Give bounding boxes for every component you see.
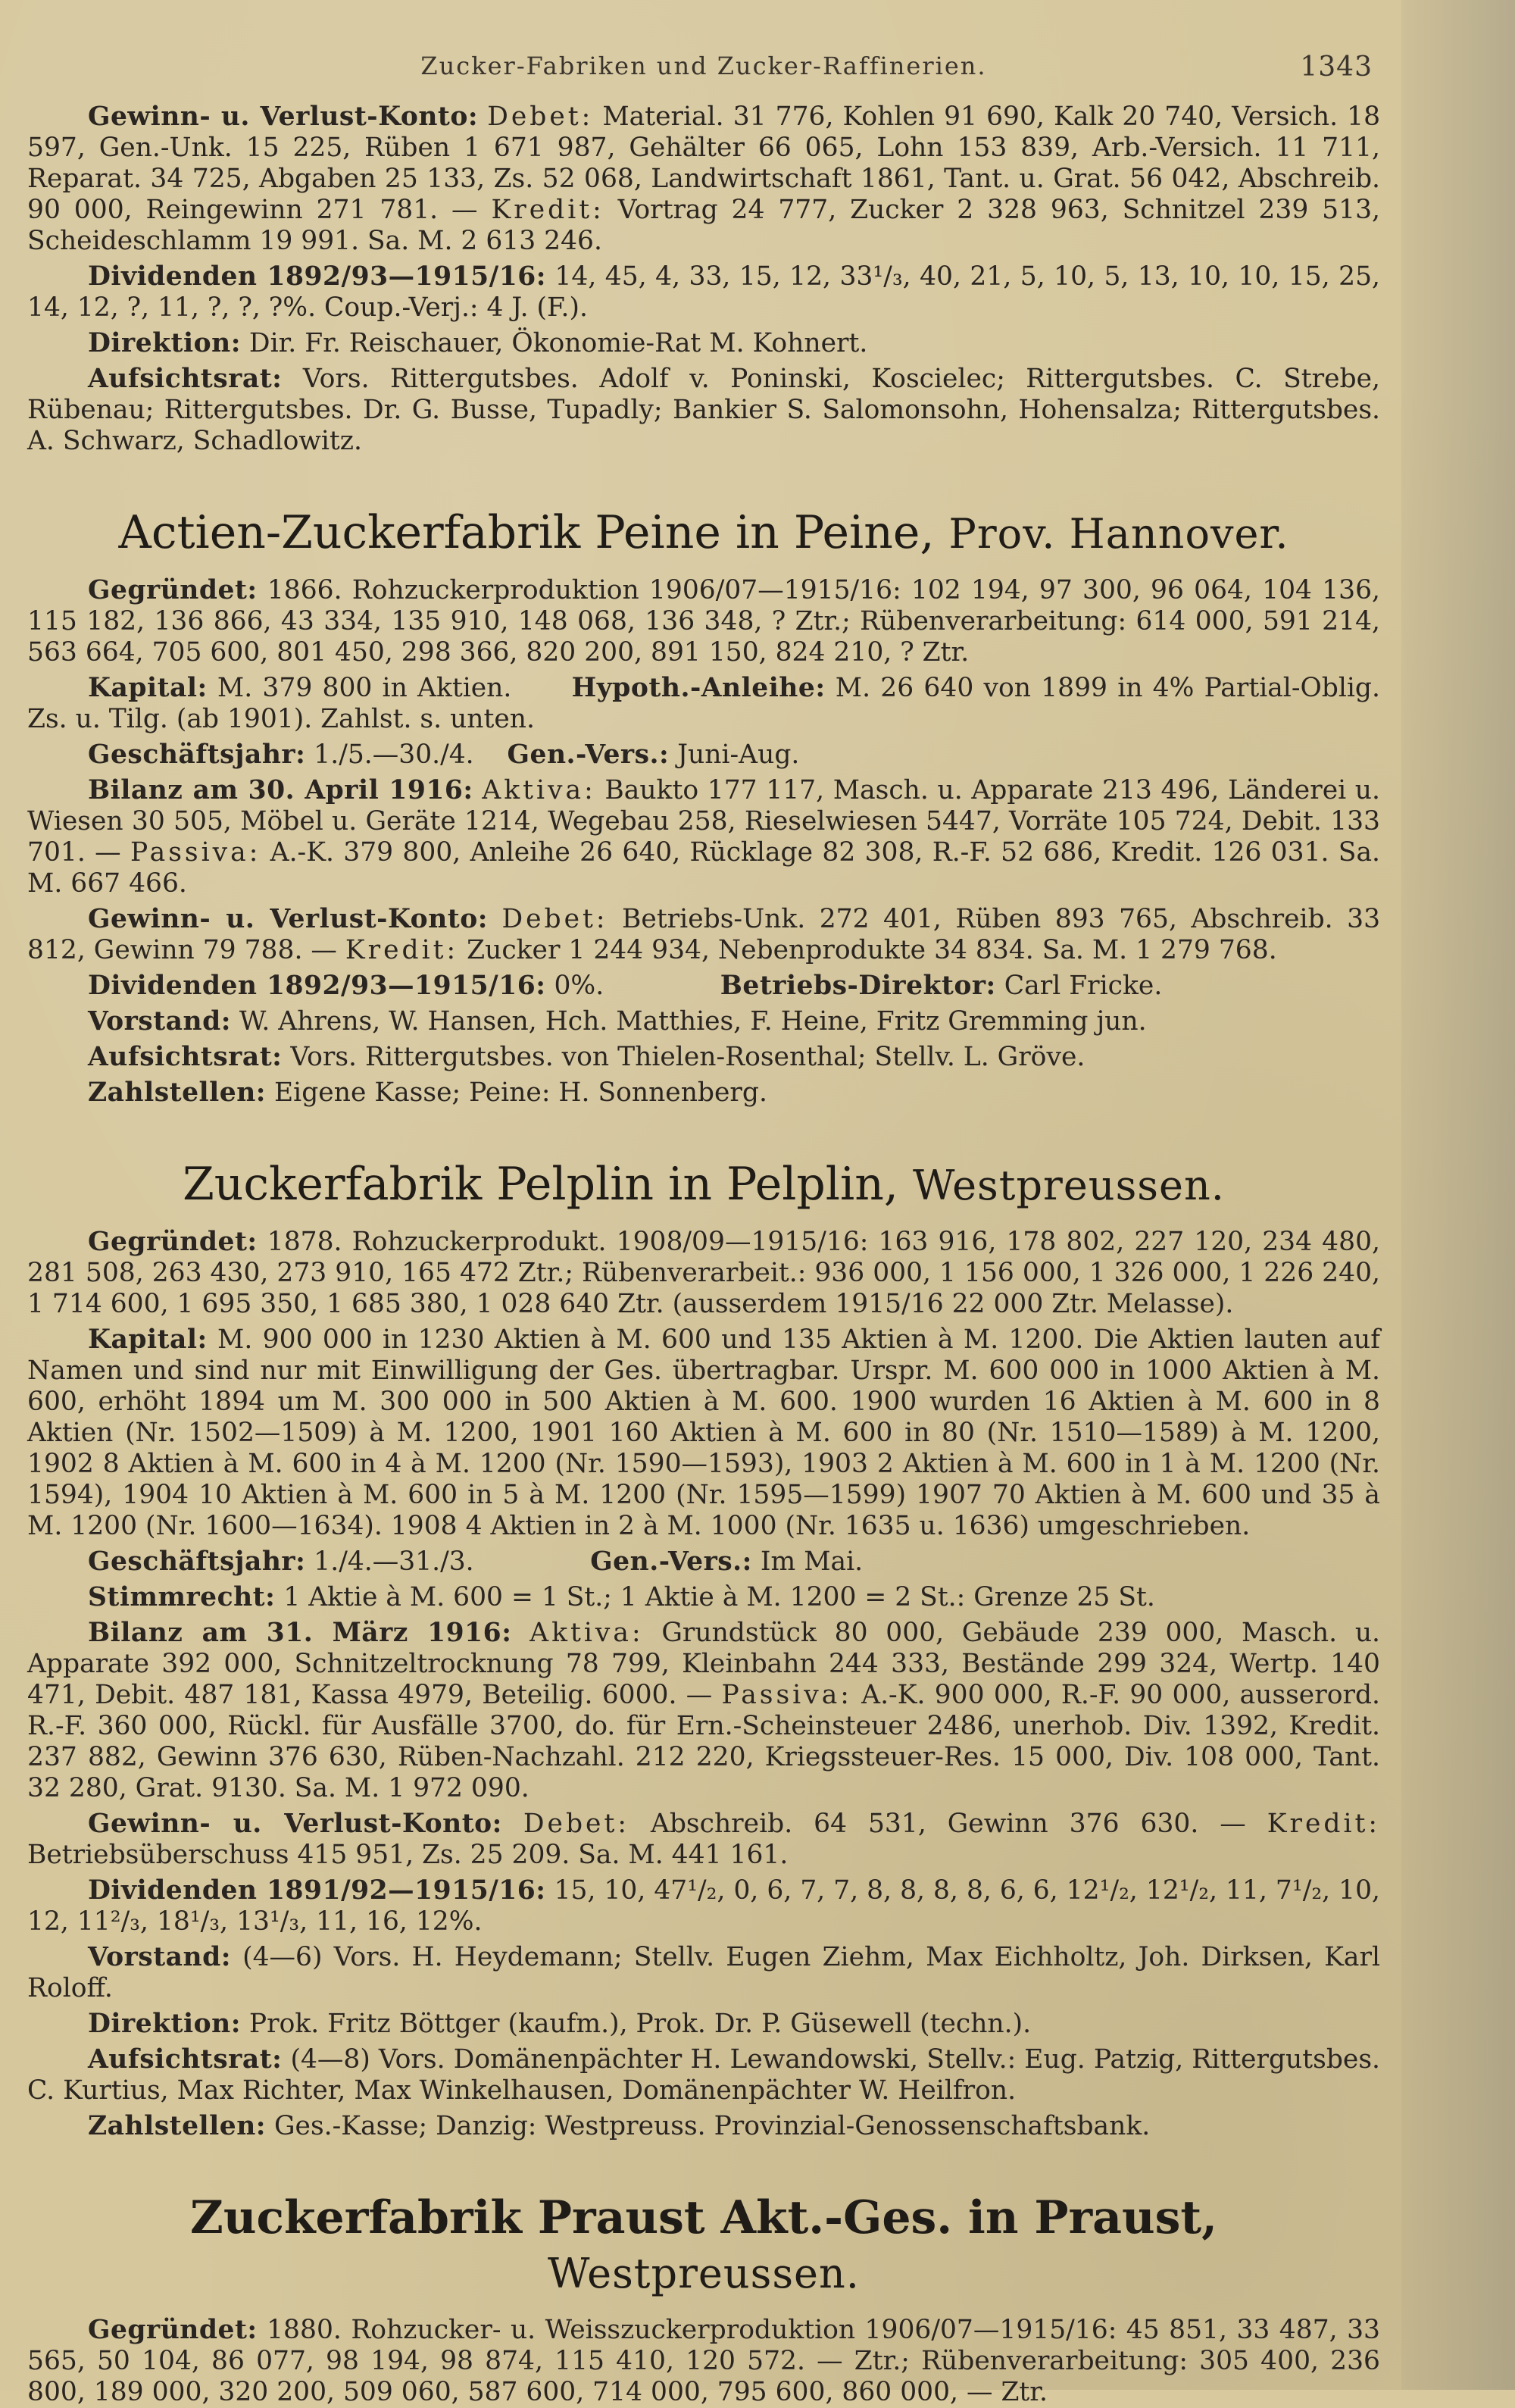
peine-aufsichtsrat <box>27 1042 1380 1073</box>
label: Geschäftsjahr: <box>88 740 306 770</box>
text: M. 900 000 in 1230 Aktien à M. 600 und 135 Aktien à M. 1200. Die Aktien lauten auf Namen und sind nur mit Einwilligung der Ges. übertragbar. Urspr. M. 600 000 in 1000 Aktien à M. 600, erhöht 1894 um M. 300 000 in 500 Aktien à M. 600. 1900 wurden 16 Aktien à M. 600 in 8 Aktien (Nr. 1502—1509) à M. 1200, 1901 160 Aktien à M. 600 in 80 (Nr. 1510—1589) à M. 1200, 1902 8 Aktien à M. 600 in 4 à M. 1200 (Nr. 1590—1593), 1903 2 Aktien à M. 600 in 1 à M. 1200 (Nr. 1594), 1904 10 Aktien à M. 600 in 5 à M. 1200 (Nr. 1595—1599) 1907 70 Aktien à M. 600 und 35 à M. 1200 (Nr. 1600—1634). 1908 4 Aktien in 2 à M. 1000 (Nr. 1635 u. 1636) umgeschrieben. <box>27 1324 1380 1541</box>
text: 1./4.—31./3. <box>314 1546 474 1577</box>
label: Zahlstellen: <box>88 1077 267 1108</box>
peine-kapital <box>27 673 1380 735</box>
pelplin-dividenden <box>27 1875 1380 1937</box>
text: Ges.-Kasse; Danzig: Westpreuss. Provinzial-Genossenschaftsbank. <box>274 2111 1151 2141</box>
text: Abschreib. 64 531, Gewinn 376 630. — <box>650 1809 1246 1839</box>
page-edge-shadow <box>1401 0 1515 2390</box>
label: Vorstand: <box>88 1942 231 1972</box>
prev-gv-paragraph <box>27 102 1380 257</box>
company-region: Westpreussen. <box>548 2250 860 2297</box>
label: Passiva: <box>130 837 261 868</box>
label: Kredit: <box>1267 1809 1381 1839</box>
prev-aufsichtsrat-paragraph <box>27 364 1380 457</box>
pelplin-geschaeftsjahr <box>27 1546 1380 1578</box>
pelplin-kapital <box>27 1324 1380 1542</box>
label: Dividenden 1892/93—1915/16: <box>88 971 546 1001</box>
label: Aktiva: <box>529 1618 644 1648</box>
peine-gegruendet <box>27 575 1380 668</box>
text: 1./5.—30./4. <box>314 740 474 770</box>
pelplin-direktion <box>27 2009 1380 2040</box>
text: (4—8) Vors. Domänenpächter H. Lewandowski, Stellv.: Eug. Patzig, Rittergutsbes. C. Kurtius, Max Richter, Max Winkelhausen, Domänenpächter W. Heilfron. <box>27 2044 1380 2106</box>
label: Kapital: <box>88 673 208 703</box>
label: Direktion: <box>88 2009 241 2039</box>
company-name: Zuckerfabrik Pelplin in Pelplin, <box>183 1158 898 1211</box>
text: A.-K. 900 000, R.-F. 90 000, ausserord. R.-F. 360 000, Rückl. für Ausfälle 3700, do. für Ern.-Scheinsteuer 2486, unerhob. Div. 1392, Kredit. 237 882, Gewinn 376 630, Rüben-Nachzahl. 212 220, Kriegssteuer-Res. 15 000, Div. 108 000, Tant. 32 280, Grat. 9130. Sa. M. 1 972 090. <box>27 1680 1381 1803</box>
pelplin-gewinn-verlust <box>27 1809 1380 1871</box>
pelplin-zahlstellen <box>27 2111 1380 2142</box>
prev-dividends-paragraph <box>27 261 1380 324</box>
peine-gewinn-verlust <box>27 904 1380 966</box>
label: Kapital: <box>88 1324 208 1355</box>
company-heading-praust <box>27 2191 1380 2301</box>
label: Gen.-Vers.: <box>507 740 670 770</box>
pelplin-bilanz <box>27 1618 1380 1804</box>
peine-geschaeftsjahr <box>27 740 1380 771</box>
text: Vors. Rittergutsbes. von Thielen-Rosenthal; Stellv. L. Gröve. <box>290 1042 1085 1072</box>
text: Betriebsüberschuss 415 951, Zs. 25 209. Sa. M. 441 161. <box>27 1840 789 1870</box>
text: Grundstück 80 000, Gebäude 239 000, Masch. u. Apparate 392 000, Schnitzeltrocknung 78 799, Kleinbahn 244 333, Bestände 299 324, Wertp. 140 471, Debit. 487 181, Kassa 4979, Beteilig. 6000. — <box>27 1618 1381 1710</box>
label: Debet: <box>523 1809 629 1839</box>
peine-zahlstellen <box>27 1077 1380 1109</box>
label: Gegründet: <box>88 2315 258 2345</box>
text: 15, 10, 47¹/₂, 0, 6, 7, 7, 8, 8, 8, 8, 6, 6, 12¹/₂, 12¹/₂, 11, 7¹/₂, 10, 12, 11²/₃, 18¹/₃, 13¹/₃, 11, 16, 12%. <box>27 1875 1381 1937</box>
company-region: Westpreussen. <box>912 1162 1225 1209</box>
text: (4—6) Vors. H. Heydemann; Stellv. Eugen Ziehm, Max Eichholtz, Joh. Dirksen, Karl Roloff. <box>27 1942 1380 2003</box>
company-region: Prov. Hannover. <box>948 510 1289 558</box>
text: W. Ahrens, W. Hansen, Hch. Matthies, F. Heine, Fritz Gremming jun. <box>239 1006 1147 1037</box>
pelplin-vorstand <box>27 1942 1380 2004</box>
label: Kredit: <box>491 195 604 225</box>
text: Betriebs-Unk. 272 401, Rüben 893 765, Abschreib. 33 812, Gewinn 79 788. — <box>27 904 1381 965</box>
text: 1 Aktie à M. 600 = 1 St.; 1 Aktie à M. 1200 = 2 St.: Grenze 25 St. <box>283 1582 1155 1612</box>
label: Bilanz am 31. März 1916: <box>88 1618 512 1648</box>
label: Gewinn- u. Verlust-Konto: <box>88 904 488 934</box>
pelplin-stimmrecht <box>27 1582 1380 1613</box>
company-name: Zuckerfabrik Praust Akt.-Ges. in Praust, <box>190 2191 1217 2244</box>
label: Gewinn- u. Verlust-Konto: <box>88 1809 502 1839</box>
label: Geschäftsjahr: <box>88 1546 306 1577</box>
text: Carl Fricke. <box>1004 971 1163 1001</box>
label: Gewinn- u. Verlust-Konto: <box>88 102 479 132</box>
label: Dividenden 1891/92—1915/16: <box>88 1875 546 1906</box>
label: Debet: <box>501 904 608 934</box>
label: Direktion: <box>88 328 241 358</box>
label: Gen.-Vers.: <box>590 1546 752 1577</box>
text: 14, 45, 4, 33, 15, 12, 33¹/₃, 40, 21, 5, 10, 5, 13, 10, 10, 15, 25, 14, 12, ?, 11, ?, ?, ?%. Coup.-Verj.: 4 J. (F.). <box>27 261 1381 323</box>
text: 1880. Rohzucker- u. Weisszuckerproduktion 1906/07—1915/16: 45 851, 33 487, 33 565, 50 104, 86 077, 98 194, 98 874, 115 410, 120 572. — Ztr.; Rübenverarbeitung: 305 400, 236 800, 189 000, 320 200, 509 060, 587 600, 714 000, 795 600, 860 000, — Ztr. <box>27 2315 1380 2407</box>
text: Vors. Rittergutsbes. Adolf v. Poninski, Koscielec; Rittergutsbes. C. Strebe, Rübenau; Rittergutsbes. Dr. G. Busse, Tupadly; Bankier S. Salomonsohn, Hohensalza; Rittergutsbes. A. Schwarz, Schadlowitz. <box>27 364 1380 456</box>
text: Vortrag 24 777, Zucker 2 328 963, Schnitzel 239 513, Scheideschlamm 19 991. Sa. M. 2 613 246. <box>27 195 1380 256</box>
label: Aufsichtsrat: <box>88 2044 283 2075</box>
text: Juni-Aug. <box>677 740 800 770</box>
label: Debet: <box>487 102 594 132</box>
label: Betriebs-Direktor: <box>720 971 996 1001</box>
text: Eigene Kasse; Peine: H. Sonnenberg. <box>274 1077 767 1108</box>
running-head <box>27 45 1380 91</box>
pelplin-aufsichtsrat <box>27 2044 1380 2106</box>
peine-vorstand <box>27 1006 1380 1037</box>
pelplin-gegruendet <box>27 1227 1380 1320</box>
company-heading-peine <box>27 505 1380 561</box>
text: Dir. Fr. Reischauer, Ökonomie-Rat M. Kohnert. <box>248 328 868 358</box>
peine-bilanz <box>27 775 1380 899</box>
company-name: Actien-Zuckerfabrik Peine in Peine, <box>118 506 935 559</box>
text: 1866. Rohzuckerproduktion 1906/07—1915/16: 102 194, 97 300, 96 064, 104 136, 115 182, 136 866, 43 334, 135 910, 148 068, 136 348, ? Ztr.; Rübenverarbeitung: 614 000, 591 214, 563 664, 705 600, 801 450, 298 366, 820 200, 891 150, 824 210, ? Ztr. <box>27 575 1380 668</box>
label: Gegründet: <box>88 1227 258 1257</box>
company-heading-pelplin <box>27 1157 1380 1213</box>
label: Passiva: <box>721 1680 852 1710</box>
prev-company-section <box>27 102 1380 457</box>
peine-dividenden <box>27 971 1380 1002</box>
label: Dividenden 1892/93—1915/16: <box>88 261 546 292</box>
text: M. 379 800 in Aktien. <box>217 673 512 703</box>
text: 0%. <box>554 971 604 1001</box>
text: Baukto 177 117, Masch. u. Apparate 213 496, Länderei u. Wiesen 30 505, Möbel u. Geräte 1214, Wegebau 258, Rieselwiesen 5447, Vorräte 105 724, Debit. 133 701. — <box>27 775 1380 868</box>
text: 1878. Rohzuckerprodukt. 1908/09—1915/16: 163 916, 178 802, 227 120, 234 480, 281 508, 263 430, 273 910, 165 472 Ztr.; Rübenverarbeit.: 936 000, 1 156 000, 1 326 000, 1 226 240, 1 714 600, 1 695 350, 1 685 380, 1 028 640 Ztr. (ausserdem 1915/16 22 000 Ztr. Melasse). <box>27 1227 1380 1319</box>
prev-direktion-paragraph <box>27 328 1380 359</box>
label: Aufsichtsrat: <box>88 1042 283 1072</box>
praust-section <box>27 2191 1380 2408</box>
text: M. 26 640 von 1899 in 4% Partial-Oblig. Zs. u. Tilg. (ab 1901). Zahlst. s. unten. <box>27 673 1380 734</box>
label: Stimmrecht: <box>88 1582 276 1612</box>
text: A.-K. 379 800, Anleihe 26 640, Rücklage 82 308, R.-F. 52 686, Kredit. 126 031. Sa. M. 667 466. <box>27 837 1380 899</box>
peine-section <box>27 505 1380 1109</box>
label: Zahlstellen: <box>88 2111 267 2141</box>
praust-gegruendet <box>27 2315 1380 2408</box>
label: Vorstand: <box>88 1006 231 1037</box>
text: Zucker 1 244 934, Nebenprodukte 34 834. Sa. M. 1 279 768. <box>467 935 1277 965</box>
label: Aktiva: <box>482 775 596 805</box>
label: Hypoth.-Anleihe: <box>571 673 826 703</box>
text: Material. 31 776, Kohlen 91 690, Kalk 20 740, Versich. 18 597, Gen.-Unk. 15 225, Rüben 1 671 987, Gehälter 66 065, Lohn 153 839, Arb.-Versich. 11 711, Reparat. 34 725, Abgaben 25 133, Zs. 52 068, Landwirtschaft 1861, Tant. u. Grat. 56 042, Abschreib. 90 000, Reingewinn 271 781. — <box>27 102 1381 225</box>
label: Gegründet: <box>88 575 258 605</box>
label: Bilanz am 30. April 1916: <box>88 775 473 805</box>
pelplin-section <box>27 1157 1380 2142</box>
text: Prok. Fritz Böttger (kaufm.), Prok. Dr. P. Güsewell (techn.). <box>248 2009 1032 2039</box>
label: Kredit: <box>345 935 459 965</box>
text: Im Mai. <box>760 1546 864 1577</box>
page-number: 1343 <box>1300 52 1373 83</box>
running-title: Zucker-Fabriken und Zucker-Raffinerien. <box>420 52 987 80</box>
label: Aufsichtsrat: <box>88 364 283 394</box>
